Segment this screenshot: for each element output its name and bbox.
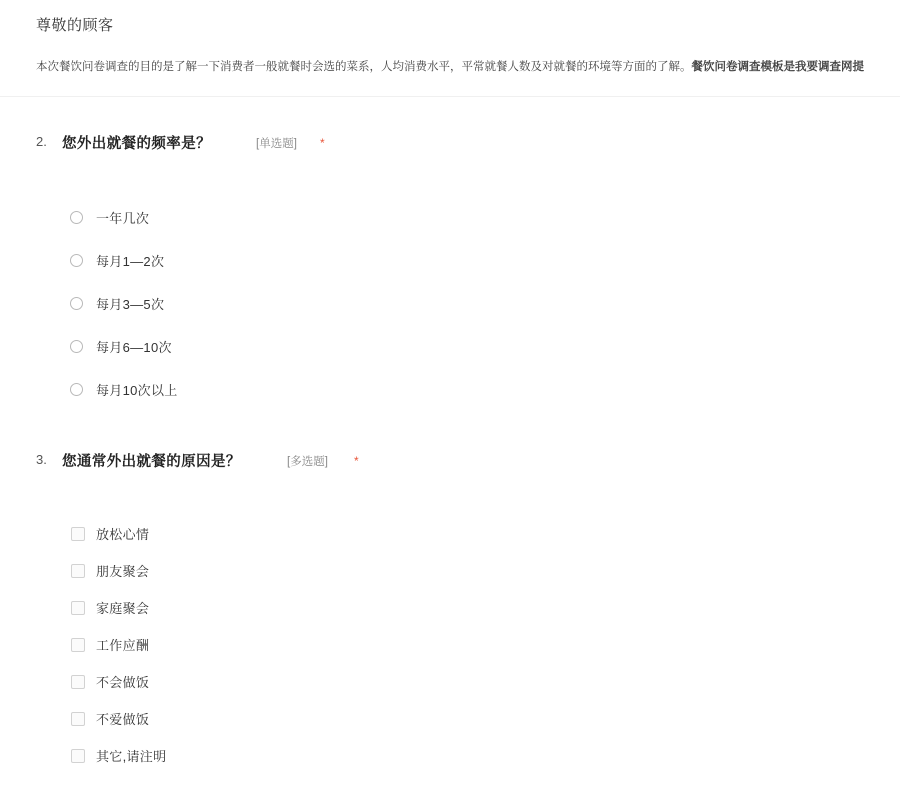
- survey-description: [36, 58, 900, 76]
- option-row[interactable]: [0, 325, 900, 368]
- option-list-3: [0, 515, 900, 774]
- option-label: 每月10次以上: [96, 383, 178, 398]
- option-row[interactable]: [0, 282, 900, 325]
- option-row[interactable]: [0, 589, 900, 626]
- question-required-2: *: [320, 136, 325, 150]
- option-row[interactable]: [0, 368, 900, 411]
- radio-icon[interactable]: [70, 297, 83, 310]
- option-label: 放松心情: [96, 527, 150, 542]
- option-label: 每月1—2次: [96, 254, 165, 269]
- option-label: 不爱做饭: [96, 712, 150, 727]
- option-label: 不会做饭: [96, 675, 150, 690]
- question-type-2: [单选题]: [256, 138, 297, 150]
- option-label: 一年几次: [96, 211, 150, 226]
- question-type-3: [多选题]: [287, 456, 328, 468]
- checkbox-icon[interactable]: [71, 564, 85, 578]
- option-label: 工作应酬: [96, 638, 150, 653]
- question-header-2: [0, 132, 900, 158]
- checkbox-icon[interactable]: [71, 675, 85, 689]
- option-label: 每月3—5次: [96, 297, 165, 312]
- option-row[interactable]: [0, 737, 900, 774]
- question-block-2: [0, 132, 900, 398]
- survey-description-bold: 餐饮问卷调查模板是我要调查网提: [691, 61, 864, 73]
- option-row[interactable]: [0, 626, 900, 663]
- option-label: 朋友聚会: [96, 564, 150, 579]
- radio-icon[interactable]: [70, 254, 83, 267]
- checkbox-icon[interactable]: [71, 638, 85, 652]
- option-row[interactable]: [0, 239, 900, 282]
- option-row[interactable]: [0, 196, 900, 239]
- checkbox-icon[interactable]: [71, 712, 85, 726]
- checkbox-icon[interactable]: [71, 601, 85, 615]
- radio-icon[interactable]: [70, 340, 83, 353]
- checkbox-icon[interactable]: [71, 749, 85, 763]
- question-required-3: *: [354, 454, 359, 468]
- question-text-3: 您通常外出就餐的原因是？: [62, 454, 241, 470]
- option-row[interactable]: [0, 515, 900, 552]
- page-title: 尊敬的顾客: [36, 17, 114, 34]
- option-list-2: [0, 196, 900, 411]
- option-label: 每月6—10次: [96, 340, 172, 355]
- question-text-2: 您外出就餐的频率是？: [62, 136, 211, 152]
- radio-icon[interactable]: [70, 383, 83, 396]
- option-label: 其它,请注明: [96, 749, 167, 764]
- option-label: 家庭聚会: [96, 601, 150, 616]
- radio-icon[interactable]: [70, 211, 83, 224]
- question-header-3: [0, 450, 900, 476]
- question-block-3: [0, 450, 900, 764]
- option-row[interactable]: [0, 663, 900, 700]
- header-divider: [0, 96, 900, 97]
- option-row[interactable]: [0, 552, 900, 589]
- question-number-2: 2.: [36, 134, 47, 149]
- question-number-3: 3.: [36, 452, 47, 467]
- survey-description-plain: 本次餐饮问卷调查的目的是了解一下消费者一般就餐时会选的菜系，人均消费水平，平常就餐人数及对就餐的环境等方面的了解。: [36, 61, 692, 73]
- checkbox-icon[interactable]: [71, 527, 85, 541]
- option-row[interactable]: [0, 700, 900, 737]
